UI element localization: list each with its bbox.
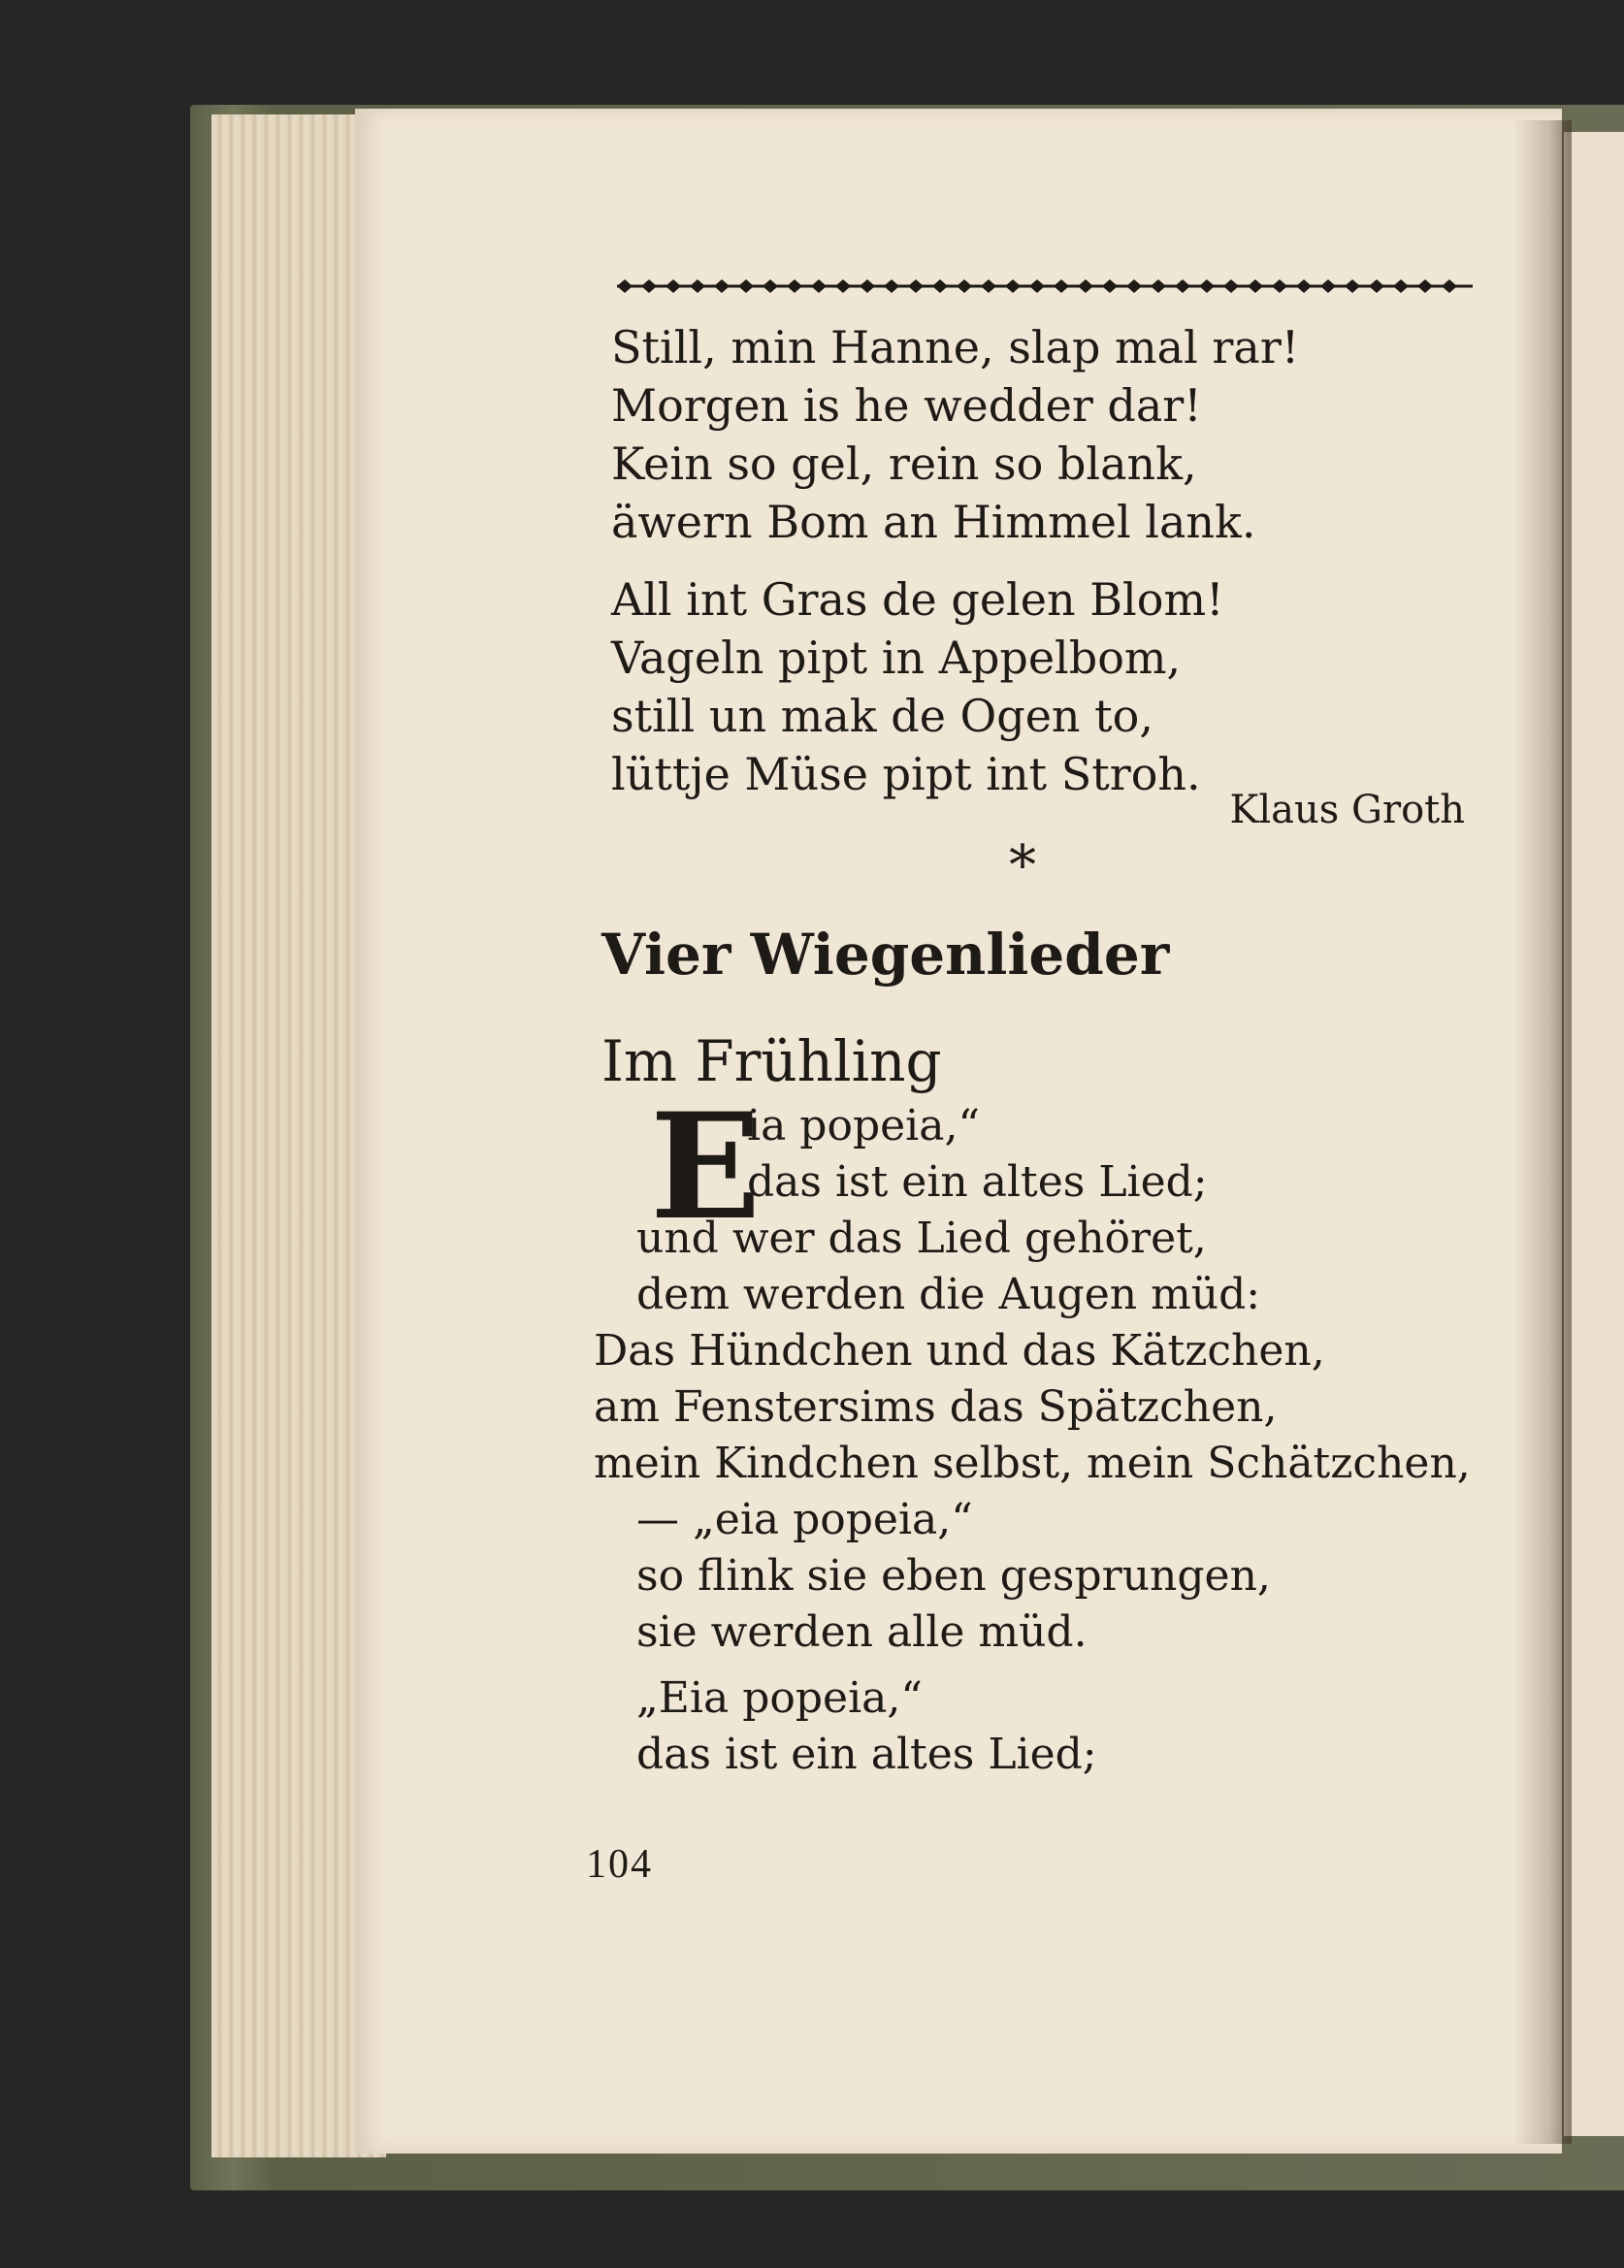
verse-line: — „eia popeia,“ [636,1495,973,1544]
ornament-diamond [835,279,851,293]
ornament-diamond [1248,279,1263,293]
ornament-diamond [1417,279,1433,293]
ornament-diamond [641,279,657,293]
ornament-diamond [1369,279,1384,293]
section-separator: * [1009,834,1036,897]
poem-author: Klaus Groth [1229,788,1465,832]
ornament-diamond [1272,279,1287,293]
verse-line: sie werden alle müd. [636,1607,1088,1657]
ornament-diamond [1054,279,1069,293]
ornament-diamond [617,279,633,293]
ornament-diamond [1102,279,1118,293]
ornament-diamond [1005,279,1021,293]
verse-line: ia popeia,“ [747,1101,980,1150]
page-number: 104 [586,1842,653,1887]
poem-title: Im Frühling [601,1028,942,1094]
section-title: Vier Wiegenlieder [601,922,1170,988]
verse-line: am Fenstersims das Spätzchen, [594,1382,1278,1432]
ornament-diamond [811,279,827,293]
verse-line: Das Hündchen und das Kätzchen, [594,1326,1325,1376]
verse-group [594,1323,1471,1492]
ornament-diamond [1078,279,1093,293]
ornament-diamond [860,279,875,293]
verse-group [636,1670,1097,1783]
verse-line: „Eia popeia,“ [636,1673,923,1723]
ornament-diamond [666,279,681,293]
verse-line: Kein so gel, rein so blank, [611,437,1197,490]
verse-line: Vageln pipt in Appelbom, [611,632,1182,684]
ornament-diamond [763,279,778,293]
verse-line: das ist ein altes Lied; [747,1157,1208,1207]
verse-group [747,1098,1208,1211]
poem-klaus-groth [611,318,1299,803]
verse-group [636,1492,1271,1661]
ornament-diamond [690,279,705,293]
drop-cap: E [650,1082,762,1252]
verse-line: so flink sie eben gesprungen, [636,1551,1271,1601]
verse-line: All int Gras de gelen Blom! [611,573,1224,626]
verse-line: lüttje Müse pipt int Stroh. [611,748,1201,800]
verse-line: äwern Bom an Himmel lank. [611,496,1256,548]
facing-page [1564,132,1624,2136]
ornament-diamond [714,279,730,293]
verse-line: das ist ein altes Lied; [636,1730,1097,1779]
ornament-diamond [738,279,754,293]
verse-line: Still, min Hanne, slap mal rar! [611,321,1300,373]
ornament-diamond [1151,279,1166,293]
ornament-diamond [908,279,924,293]
ornament-diamond [1320,279,1336,293]
ornament-diamond [1345,279,1360,293]
ornament-diamond [957,279,972,293]
ornament-diamond [1126,279,1142,293]
ornament-diamond [981,279,996,293]
verse-line: dem werden die Augen müd: [636,1270,1261,1319]
ornament-diamond [1223,279,1239,293]
ornament-rule [617,274,1473,299]
ornament-diamond [884,279,899,293]
ornament-diamond [1442,279,1457,293]
ornament-diamond [1199,279,1215,293]
ornament-diamond [1029,279,1045,293]
verse-line: still un mak de Ogen to, [611,690,1153,742]
ornament-diamond [1393,279,1409,293]
verse-group [636,1211,1260,1323]
verse-line: mein Kindchen selbst, mein Schätzchen, [594,1439,1471,1488]
ornament-diamond [932,279,948,293]
book-gutter [1513,120,1572,2144]
ornament-diamond [1296,279,1312,293]
ornament-diamond [1175,279,1190,293]
verse-line: und wer das Lied gehöret, [636,1214,1207,1263]
ornament-diamond [787,279,802,293]
verse-line: Morgen is he wedder dar! [611,379,1202,432]
